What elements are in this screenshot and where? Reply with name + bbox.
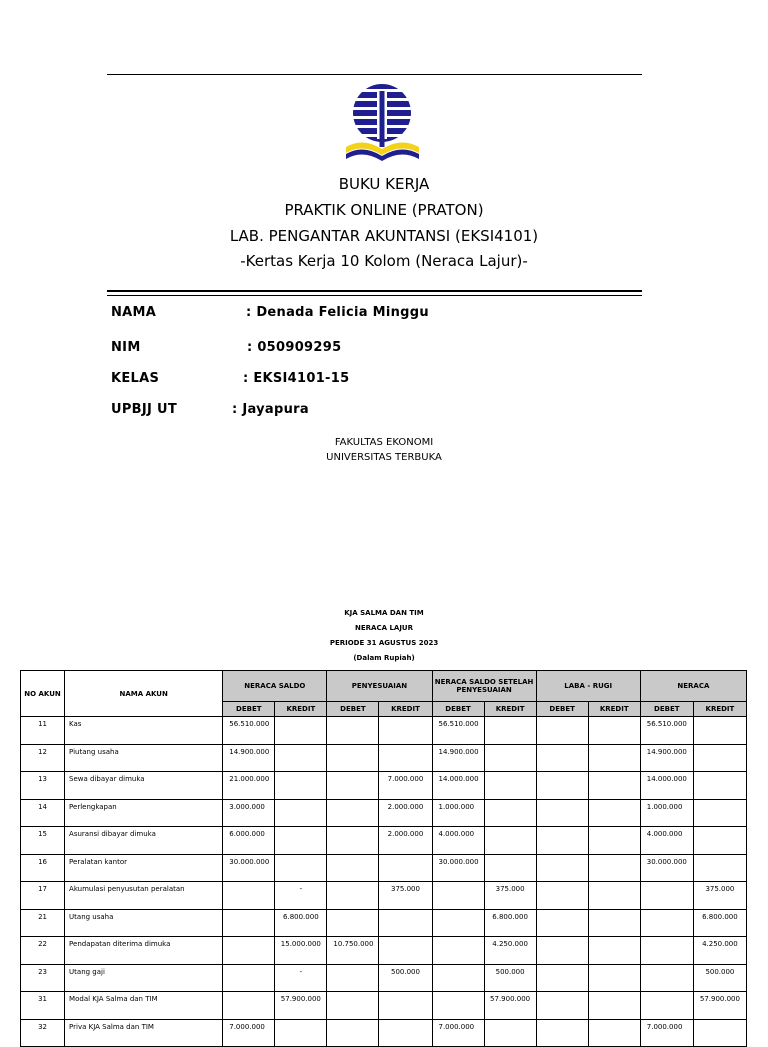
debit-cell	[327, 992, 379, 1020]
debit-cell: 7.000.000	[432, 1019, 484, 1047]
header-neraca-saldo-setelah-penyesuaian: NERACA SALDO SETELAH PENYESUAIAN	[432, 671, 536, 702]
credit-cell: 4.250.000	[693, 937, 746, 965]
credit-cell: 6.800.000	[275, 909, 327, 937]
header-penyesuaian: PENYESUAIAN	[327, 671, 432, 702]
table-row	[21, 717, 747, 745]
debit-cell: 30.000.000	[432, 854, 484, 882]
universitas-terbuka-logo	[343, 83, 423, 165]
credit-cell: 500.000	[693, 964, 746, 992]
separator-rule-thin	[107, 295, 642, 296]
debit-cell	[327, 799, 379, 827]
account-name: Perlengkapan	[65, 799, 223, 827]
credit-cell	[484, 772, 536, 800]
debit-cell: 14.000.000	[640, 772, 693, 800]
debit-cell	[432, 882, 484, 910]
credit-cell	[379, 1019, 432, 1047]
header-debet: DEBET	[536, 702, 588, 717]
credit-cell	[275, 744, 327, 772]
credit-cell	[275, 854, 327, 882]
account-number: 16	[21, 854, 65, 882]
credit-cell: 7.000.000	[379, 772, 432, 800]
account-name: Piutang usaha	[65, 744, 223, 772]
header-kredit: KREDIT	[275, 702, 327, 717]
debit-cell: 14.000.000	[432, 772, 484, 800]
debit-cell	[536, 744, 588, 772]
credit-cell: 57.900.000	[275, 992, 327, 1020]
credit-cell	[484, 854, 536, 882]
credit-cell: 375.000	[484, 882, 536, 910]
debit-cell: 3.000.000	[223, 799, 275, 827]
debit-cell: 4.000.000	[432, 827, 484, 855]
credit-cell	[588, 882, 640, 910]
debit-cell: 14.900.000	[432, 744, 484, 772]
debit-cell	[432, 909, 484, 937]
header-debet: DEBET	[223, 702, 275, 717]
account-name: Akumulasi penyusutan peralatan	[65, 882, 223, 910]
credit-cell	[484, 717, 536, 745]
debit-cell	[536, 772, 588, 800]
debit-cell	[536, 992, 588, 1020]
report-name: NERACA LAJUR	[355, 624, 413, 632]
debit-cell	[536, 717, 588, 745]
debit-cell: 6.000.000	[223, 827, 275, 855]
credit-cell	[379, 909, 432, 937]
account-number: 22	[21, 937, 65, 965]
debit-cell: 1.000.000	[640, 799, 693, 827]
credit-cell	[379, 744, 432, 772]
debit-cell	[327, 717, 379, 745]
credit-cell	[693, 799, 746, 827]
table-row	[21, 744, 747, 772]
credit-cell	[693, 1019, 746, 1047]
debit-cell: 21.000.000	[223, 772, 275, 800]
account-name: Modal KJA Salma dan TIM	[65, 992, 223, 1020]
debit-cell	[536, 1019, 588, 1047]
credit-cell	[588, 964, 640, 992]
header-debet: DEBET	[640, 702, 693, 717]
field-value-nama: : Denada Felicia Minggu	[246, 305, 429, 320]
title-line-2: PRAKTIK ONLINE (PRATON)	[284, 201, 484, 219]
credit-cell	[275, 1019, 327, 1047]
debit-cell	[223, 937, 275, 965]
credit-cell: 375.000	[379, 882, 432, 910]
credit-cell	[275, 799, 327, 827]
credit-cell	[588, 937, 640, 965]
account-name: Utang usaha	[65, 909, 223, 937]
header-no-akun: NO AKUN	[21, 671, 65, 717]
account-name: Peralatan kantor	[65, 854, 223, 882]
debit-cell: 7.000.000	[223, 1019, 275, 1047]
credit-cell	[588, 1019, 640, 1047]
table-row	[21, 772, 747, 800]
university-name: UNIVERSITAS TERBUKA	[326, 452, 442, 463]
debit-cell	[536, 799, 588, 827]
debit-cell	[327, 882, 379, 910]
field-label-upbjj: UPBJJ UT	[111, 402, 178, 417]
debit-cell	[327, 854, 379, 882]
debit-cell	[223, 909, 275, 937]
debit-cell	[536, 964, 588, 992]
debit-cell	[640, 992, 693, 1020]
separator-rule-thick	[107, 290, 642, 292]
report-unit: (Dalam Rupiah)	[353, 654, 415, 662]
account-number: 32	[21, 1019, 65, 1047]
account-number: 13	[21, 772, 65, 800]
account-name: Sewa dibayar dimuka	[65, 772, 223, 800]
header-debet: DEBET	[327, 702, 379, 717]
account-number: 17	[21, 882, 65, 910]
debit-cell	[327, 964, 379, 992]
debit-cell	[640, 882, 693, 910]
header-laba-rugi: LABA - RUGI	[536, 671, 640, 702]
header-neraca: NERACA	[640, 671, 746, 702]
account-name: Kas	[65, 717, 223, 745]
credit-cell	[484, 827, 536, 855]
debit-cell	[640, 964, 693, 992]
debit-cell	[327, 744, 379, 772]
header-neraca-saldo: NERACA SALDO	[223, 671, 327, 702]
credit-cell	[379, 937, 432, 965]
table-row	[21, 882, 747, 910]
account-name: Utang gaji	[65, 964, 223, 992]
credit-cell: 6.800.000	[484, 909, 536, 937]
debit-cell	[432, 937, 484, 965]
debit-cell: 14.900.000	[640, 744, 693, 772]
debit-cell	[327, 1019, 379, 1047]
credit-cell	[484, 744, 536, 772]
credit-cell: 375.000	[693, 882, 746, 910]
credit-cell: 500.000	[379, 964, 432, 992]
table-row	[21, 799, 747, 827]
debit-cell	[432, 992, 484, 1020]
credit-cell	[588, 827, 640, 855]
debit-cell	[327, 827, 379, 855]
debit-cell: 30.000.000	[223, 854, 275, 882]
credit-cell: 15.000.000	[275, 937, 327, 965]
account-number: 14	[21, 799, 65, 827]
debit-cell: 30.000.000	[640, 854, 693, 882]
table-row	[21, 937, 747, 965]
header-kredit: KREDIT	[484, 702, 536, 717]
credit-cell	[379, 854, 432, 882]
credit-cell	[693, 772, 746, 800]
credit-cell	[693, 717, 746, 745]
credit-cell	[275, 772, 327, 800]
title-line-4: -Kertas Kerja 10 Kolom (Neraca Lajur)-	[240, 252, 528, 270]
header-kredit: KREDIT	[693, 702, 746, 717]
credit-cell	[588, 909, 640, 937]
debit-cell	[432, 964, 484, 992]
debit-cell	[536, 937, 588, 965]
debit-cell: 7.000.000	[640, 1019, 693, 1047]
credit-cell	[588, 744, 640, 772]
field-value-nim: : 050909295	[247, 340, 342, 355]
credit-cell	[588, 772, 640, 800]
credit-cell	[379, 992, 432, 1020]
account-number: 23	[21, 964, 65, 992]
credit-cell: 500.000	[484, 964, 536, 992]
credit-cell: 57.900.000	[693, 992, 746, 1020]
debit-cell	[327, 909, 379, 937]
field-label-kelas: KELAS	[111, 371, 160, 386]
account-number: 11	[21, 717, 65, 745]
debit-cell: 1.000.000	[432, 799, 484, 827]
table-row	[21, 992, 747, 1020]
debit-cell: 4.000.000	[640, 827, 693, 855]
credit-cell	[588, 992, 640, 1020]
table-row	[21, 964, 747, 992]
debit-cell	[640, 909, 693, 937]
report-period: PERIODE 31 AGUSTUS 2023	[329, 639, 439, 647]
debit-cell: 10.750.000	[327, 937, 379, 965]
credit-cell: 2.000.000	[379, 827, 432, 855]
credit-cell	[588, 799, 640, 827]
debit-cell	[327, 772, 379, 800]
account-name: Priva KJA Salma dan TIM	[65, 1019, 223, 1047]
credit-cell: -	[275, 964, 327, 992]
header-kredit: KREDIT	[379, 702, 432, 717]
account-name: Asuransi dibayar dimuka	[65, 827, 223, 855]
debit-cell: 56.510.000	[640, 717, 693, 745]
field-label-nama: NAMA	[111, 305, 157, 320]
table-row	[21, 1019, 747, 1047]
account-number: 31	[21, 992, 65, 1020]
top-rule	[107, 74, 642, 75]
header-nama-akun: NAMA AKUN	[65, 671, 223, 717]
account-name: Pendapatan diterima dimuka	[65, 937, 223, 965]
table-row	[21, 827, 747, 855]
table-row	[21, 854, 747, 882]
credit-cell	[484, 1019, 536, 1047]
credit-cell	[379, 717, 432, 745]
credit-cell	[484, 799, 536, 827]
account-number: 12	[21, 744, 65, 772]
title-line-3: LAB. PENGANTAR AKUNTANSI (EKSI4101)	[229, 227, 539, 245]
debit-cell	[536, 854, 588, 882]
debit-cell	[536, 882, 588, 910]
debit-cell	[223, 964, 275, 992]
debit-cell	[536, 909, 588, 937]
credit-cell: 57.900.000	[484, 992, 536, 1020]
credit-cell	[693, 854, 746, 882]
credit-cell: 6.800.000	[693, 909, 746, 937]
field-value-kelas: : EKSI4101-15	[243, 371, 350, 386]
header-kredit: KREDIT	[588, 702, 640, 717]
credit-cell: 4.250.000	[484, 937, 536, 965]
credit-cell	[693, 827, 746, 855]
debit-cell: 56.510.000	[432, 717, 484, 745]
credit-cell: 2.000.000	[379, 799, 432, 827]
credit-cell	[275, 717, 327, 745]
debit-cell	[223, 992, 275, 1020]
account-number: 15	[21, 827, 65, 855]
debit-cell	[640, 937, 693, 965]
header-debet: DEBET	[432, 702, 484, 717]
debit-cell	[223, 882, 275, 910]
account-number: 21	[21, 909, 65, 937]
credit-cell	[588, 717, 640, 745]
faculty-name: FAKULTAS EKONOMI	[334, 437, 434, 448]
field-label-nim: NIM	[111, 340, 141, 355]
credit-cell: -	[275, 882, 327, 910]
credit-cell	[275, 827, 327, 855]
debit-cell: 56.510.000	[223, 717, 275, 745]
title-line-1: BUKU KERJA	[338, 175, 430, 193]
credit-cell	[693, 744, 746, 772]
report-company: KJA SALMA DAN TIM	[344, 609, 424, 617]
debit-cell	[536, 827, 588, 855]
table-row	[21, 909, 747, 937]
worksheet-table	[20, 670, 747, 1047]
table-header-row	[21, 671, 747, 702]
credit-cell	[588, 854, 640, 882]
field-value-upbjj: : Jayapura	[232, 402, 309, 417]
debit-cell: 14.900.000	[223, 744, 275, 772]
